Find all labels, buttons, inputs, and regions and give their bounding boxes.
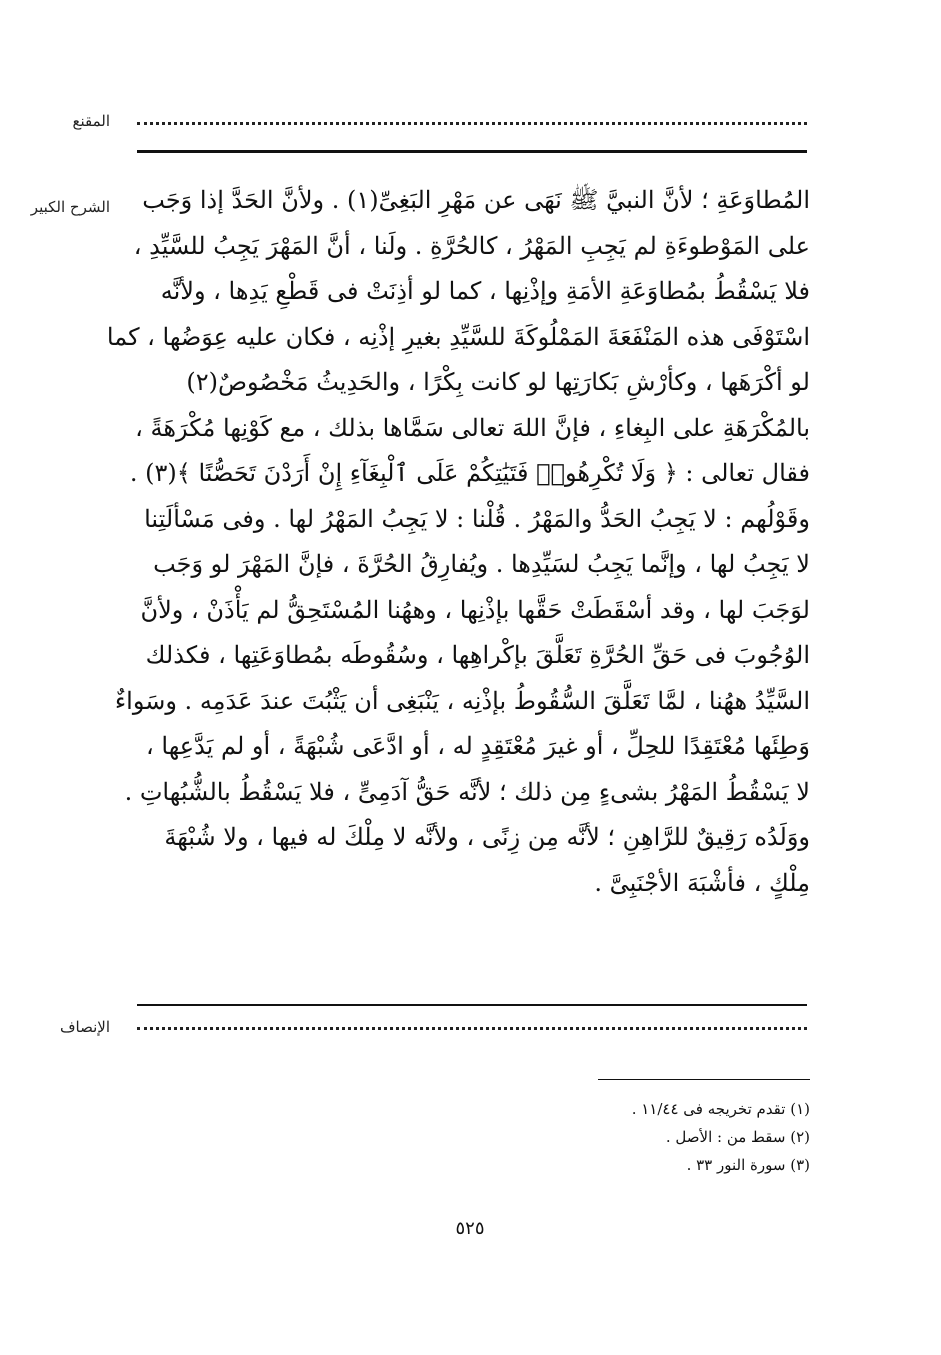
- body-line: لوَجَبَ لها ، وقد أسْقَطَتْ حَقَّها بإذْنِها ، وههُنا المُسْتَحِقُّ لم يَأْذَنْ ، ولأنَّ: [140, 595, 810, 624]
- body-line: لا يَسْقُطُ المَهْرُ بشىءٍ مِن ذلك ؛ لأنَّه حَقُّ آدَمِىٍّ ، فلا يَسْقُطُ بالشُّبُهاتِ .: [124, 777, 810, 806]
- body-line: المُطاوَعَةِ ؛ لأنَّ النبيَّ ﷺ نَهَى عن مَهْرِ البَغِىِّ(١) . ولأنَّ الحَدَّ إذا وَجَب: [142, 186, 810, 214]
- bottom-dotted-line: [137, 1027, 807, 1030]
- side-label-sharh-kabir: الشرح الكبير: [30, 198, 110, 216]
- footnotes: [560, 1095, 810, 1179]
- header-dotted-line: [137, 122, 807, 125]
- body-line: ووَلَدُه رَقِيقٌ للرَّاهِنِ ؛ لأنَّه مِن زِنًى ، ولأنَّه لا مِلْكَ له فيها ، ولا شُبْهَةَ: [164, 823, 810, 851]
- bottom-rule: [137, 1004, 807, 1006]
- bottom-label-insaf: الإنصاف: [59, 1018, 110, 1036]
- body-line: وَطِئَها مُعْتَقِدًا للحِلِّ ، أو غيرَ مُعْتَقِدٍ له ، أو ادَّعَى شُبْهَةً ، أو لم يَدَّعِها ،: [146, 732, 810, 760]
- footnote-separator: [598, 1079, 810, 1080]
- body-line: لو أكْرَهَها ، وكأرْشِ بَكارَتِها لو كانت بِكْرًا ، والحَدِيثُ مَخْصُوصٌ(٢): [186, 368, 810, 396]
- footnote-item: (٢) سقط من : الأصل .: [665, 1128, 810, 1146]
- body-line: السَّيِّدُ ههُنا ، لمَّا تَعَلَّقَ السُّقُوطُ بإذْنِه ، يَنْبَغِى أن يَثْبُتَ عندَ عَدَمِه . وسَواءٌ: [114, 686, 810, 715]
- footnote-item: (٣) سورة النور ٣٣ .: [686, 1156, 810, 1174]
- body-line: لا يَجِبُ لها ، وإنَّما يَجِبُ لسَيِّدِها . ويُفارِقُ الحُرَّةَ ، فإنَّ المَهْرَ لو وَجَب: [153, 550, 810, 578]
- body-line: بالمُكْرَهَةِ على البِغاءِ ، فإنَّ اللهَ تعالى سَمَّاها بذلك ، مع كَوْنِها مُكْرَهَةً ،: [135, 413, 810, 442]
- main-body-text: [106, 178, 810, 906]
- footnote-item: (١) تقدم تخريجه فى ١١/٤٤ .: [631, 1100, 810, 1118]
- body-line: على المَوْطوءَةِ لم يَجِبِ المَهْرُ ، كالحُرَّةِ . ولَنا ، أنَّ المَهْرَ يَجِبُ للسَّيِّدِ ،: [133, 231, 810, 260]
- body-line: اسْتَوْفَى هذه المَنْفَعَةَ المَمْلُوكَةَ للسَّيِّدِ بغيرِ إذْنِه ، فكان عليه عِوَضُها ، كما: [106, 322, 810, 351]
- body-line: مِلْكٍ ، فأشْبَهَ الأجْنَبِىَّ .: [594, 868, 810, 897]
- body-line: الوُجُوبَ فى حَقِّ الحُرَّةِ تَعَلَّقَ بإكْراهِها ، وسُقُوطَه بمُطاوَعَتِها ، فكذلك: [145, 641, 810, 669]
- page-number: ٥٢٥: [455, 1218, 485, 1239]
- body-line: فلا يَسْقُطُ بمُطاوَعَةِ الأمَةِ وإذْنِها ، كما لو أذِنَتْ فى قَطْعِ يَدِها ، ولأنَّه: [160, 277, 810, 305]
- header-rule: [137, 150, 807, 153]
- body-line: وقَوْلُهم : لا يَجِبُ الحَدُّ والمَهْرُ . قُلْنا : لا يَجِبُ المَهْرُ لها . وفى مَسْألَتِنا: [144, 504, 810, 533]
- header-label-muqni: المقنع: [72, 112, 110, 130]
- body-line: فقال تعالى : ﴿ وَلَا تُكْرِهُوا۟ فَتَيَٰتِكُمْ عَلَى ٱلْبِغَآءِ إِنْ أَرَدْنَ تَحَصُّنًا ﴾(٣) .: [129, 459, 810, 487]
